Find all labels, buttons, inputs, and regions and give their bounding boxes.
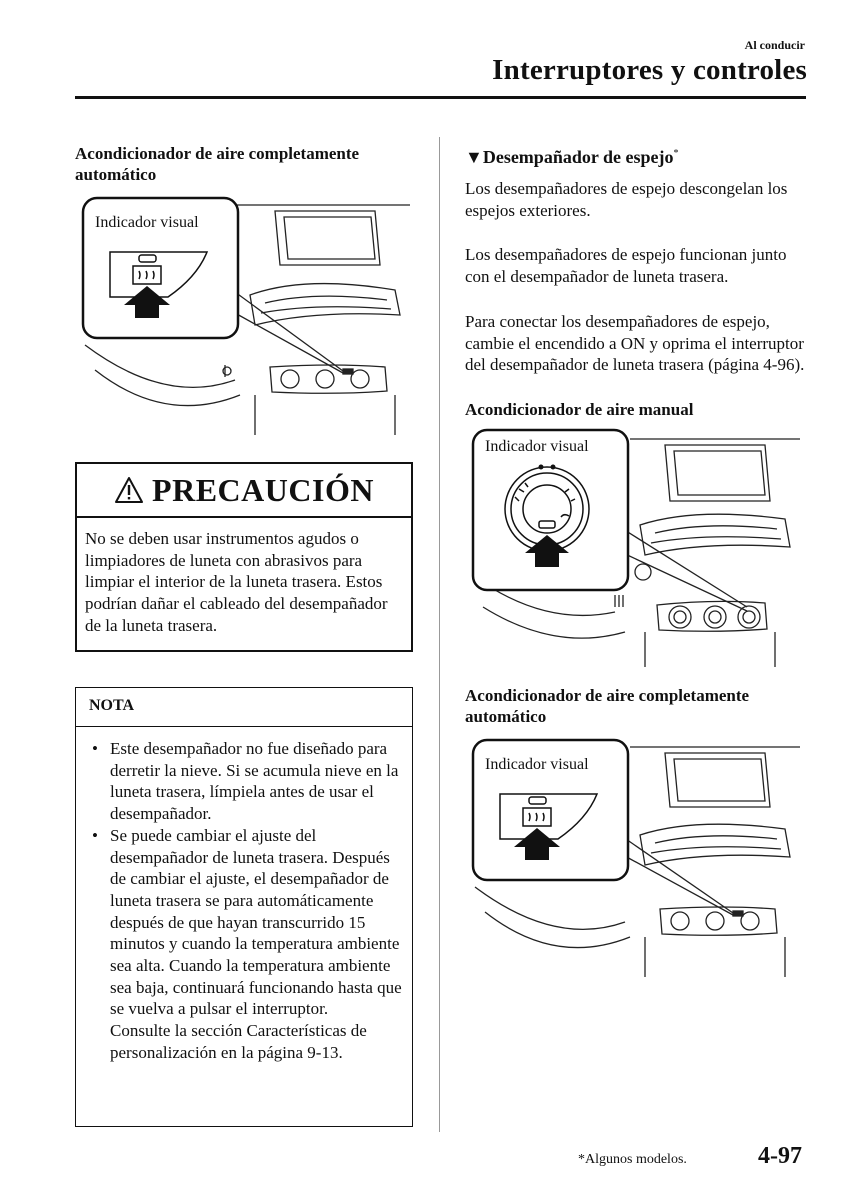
mirror-defroster-heading bbox=[465, 143, 810, 168]
figure-auto-ac-dashboard bbox=[75, 195, 415, 435]
caution-title: PRECAUCIÓN bbox=[152, 471, 374, 508]
note-item bbox=[90, 738, 402, 825]
mirror-defroster-title: Desempañador de espejo bbox=[482, 147, 674, 167]
page-title: Interruptores y controles bbox=[492, 54, 807, 86]
column-divider bbox=[439, 137, 440, 1132]
section-label: Al conducir bbox=[744, 38, 805, 52]
fig1-heading: Acondicionador de aire completamente automático bbox=[75, 144, 360, 184]
paragraph-3: Para conectar los desempañadores de espejo, cambie el encendido a ON y oprima el interruptor del desempañador de luneta trasera (página 4-96). bbox=[465, 312, 805, 375]
page-number: 4-97 bbox=[758, 1143, 802, 1169]
fig1-callout-label: Indicador visual bbox=[95, 214, 199, 231]
title-rule bbox=[75, 96, 806, 99]
bullet: • bbox=[92, 825, 98, 845]
paragraph-2: Los desempañadores de espejo funcionan junto con el desempañador de luneta trasera. bbox=[465, 245, 787, 286]
footnote-marker: * bbox=[673, 148, 679, 159]
caution-body: No se deben usar instrumentos agudos o limpiadores de luneta con abrasivos para limpiar el interior de la luneta trasera. Estos podrían dañar el cableado del desempañador de la luneta trasera. bbox=[85, 529, 388, 635]
figure-auto-ac-dashboard-2 bbox=[465, 737, 805, 977]
section-marker: ▼ bbox=[465, 147, 483, 167]
fig3-callout-label: Indicador visual bbox=[485, 756, 589, 773]
auto-ac-dashboard-illustration-2 bbox=[465, 737, 805, 977]
paragraph-1: Los desempañadores de espejo descongelan los espejos exteriores. bbox=[465, 179, 788, 220]
auto-ac-dashboard-illustration bbox=[75, 195, 415, 435]
caution-header bbox=[77, 464, 411, 518]
note-item bbox=[90, 825, 402, 1020]
caution-box bbox=[75, 462, 413, 652]
fig3-heading: Acondicionador de aire completamente automático bbox=[465, 686, 750, 726]
fig2-heading: Acondicionador de aire manual bbox=[465, 400, 694, 419]
bullet: • bbox=[92, 739, 98, 758]
figure-manual-ac-dashboard bbox=[465, 427, 805, 667]
note-box bbox=[75, 687, 413, 1127]
note-extra-text: Consulte la sección Características de personalización en la página 9-13. bbox=[110, 1021, 367, 1062]
note-item-text: Se puede cambiar el ajuste del desempañador de luneta trasera. Después de cambiar el ajuste, el desempañador de luneta trasera se para automáticamente después de que hayan transcurrido 15 minutos y cuando la temperatura ambiente sea alta. Cuando la temperatura ambiente sea baja, continuará funcionando hasta que se vuelva a pulsar el interruptor. bbox=[110, 825, 402, 1019]
warning-triangle-icon bbox=[114, 476, 144, 504]
note-list bbox=[90, 738, 402, 1064]
note-title: NOTA bbox=[89, 697, 135, 714]
note-header bbox=[76, 688, 412, 727]
manual-ac-dashboard-illustration bbox=[465, 427, 805, 667]
footnote: *Algunos modelos. bbox=[578, 1152, 687, 1167]
fig2-callout-label: Indicador visual bbox=[485, 438, 589, 455]
note-item-text: Este desempañador no fue diseñado para derretir la nieve. Si se acumula nieve en la luneta trasera, límpiela antes de usar el desempañador. bbox=[110, 739, 399, 824]
